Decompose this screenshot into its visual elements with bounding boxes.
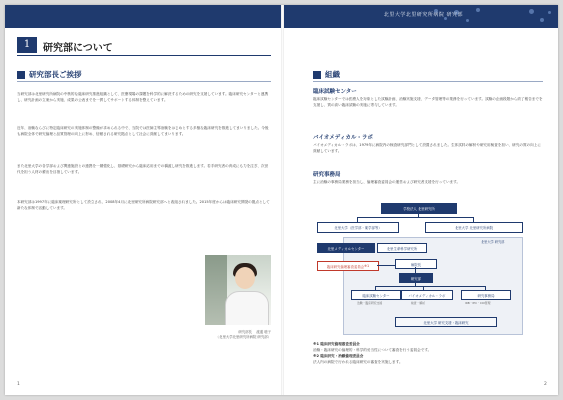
square-bullet-icon bbox=[17, 71, 25, 79]
subsection-title-secretariat: 研究事務局 bbox=[313, 172, 341, 178]
region-label: 北里大学 研究部 bbox=[481, 240, 505, 244]
org-unit-sub-2: 検査・解析 bbox=[411, 301, 425, 305]
secretariat-text: 主に治験の事務局業務を担当し、倫理審査委員会の運営および研究者支援を行っています。 bbox=[313, 180, 461, 184]
chapter-title: 研究部について bbox=[43, 43, 113, 54]
org-hospital-box: 北里大学 北里研究所病院 bbox=[425, 222, 523, 233]
section-heading-organization bbox=[313, 69, 543, 81]
subsection-title-biomedical-lab: バイオメディカル・ラボ bbox=[313, 135, 373, 141]
director-photo bbox=[205, 255, 271, 325]
right-page bbox=[284, 5, 558, 395]
biomedical-lab-text: バイオメディカル・ラボは、1979年に病院内の検査研究部門として設置されました。生体試料の解析や研究用検査を担い、研究の質の向上に貢献しています。 bbox=[313, 143, 541, 154]
org-chart bbox=[313, 203, 523, 335]
org-research-dept-box: 研究部 bbox=[399, 273, 433, 283]
org-ethics-committee-box: 臨床研究倫理審査委員会 ※1 bbox=[317, 261, 379, 271]
section-title: 組織 bbox=[325, 70, 340, 79]
greeting-paragraph-4: 本研究部は1997年に臨床薬理研究所として設立され、2008年4月に北里研究所病院研究部へと改組されました。2015年度からは臨床研究開発の拠点として新たな体制で活動しています。 bbox=[17, 200, 270, 211]
footnote-2-text: 法人内の病院で行われる臨床研究の審査を実施します。 bbox=[313, 360, 403, 364]
org-unit-sub-1: 治験・臨床研究支援 bbox=[357, 301, 383, 305]
section-heading-greeting bbox=[17, 69, 271, 81]
brochure-spread bbox=[5, 5, 558, 395]
header-text: 北里大学北里研究所病院 研究部 bbox=[383, 12, 463, 18]
header-band-left bbox=[5, 5, 281, 28]
org-unit-sub-3: IRB・IEC・COI管理 bbox=[465, 301, 491, 305]
org-bottom-box: 北里大学 研究支援・臨床研究 bbox=[395, 317, 497, 327]
caption-name: 渡邊 聡子 bbox=[256, 330, 271, 334]
caption-affiliation: （北里大学北里研究所病院 研究部） bbox=[215, 335, 271, 339]
page-number-right: 2 bbox=[544, 382, 547, 387]
left-page bbox=[5, 5, 281, 395]
org-unit-secretariat: 研究事務局 bbox=[461, 290, 511, 300]
footnotes bbox=[313, 341, 543, 365]
greeting-paragraph-3: また北里大学の各学部および関連施設との連携を一層強化し、基礎研究から臨床応用までの橋渡し研究を推進します。若手研究者の育成にも力を注ぎ、次世代を担う人材の輩出を目指しています。 bbox=[17, 164, 269, 175]
footnote-2-head: ※2 臨床研究・治験倫理委員会 bbox=[313, 354, 364, 358]
org-life-science-box: 北里生命科学研究所 bbox=[377, 243, 427, 253]
footnote-1-head: ※1 臨床研究倫理審査委員会 bbox=[313, 342, 360, 346]
org-medical-center-box: 北里メディカルセンター bbox=[317, 243, 375, 253]
subsection-title-trial-center: 臨床試験センター bbox=[313, 89, 357, 95]
greeting-paragraph-1: 当研究部は北里研究所病院の中核的な臨床研究推進組織として、医療現場の課題を科学的に解決するための研究を支援しています。臨床研究センターと連携し、研究計画の立案から実施、成果の公表までを一貫してサポートする体制を整えています。 bbox=[17, 92, 269, 103]
org-university-box: 北里大学（医学部・薬学部等） bbox=[317, 222, 399, 233]
caption-title: 研究部長 bbox=[238, 330, 252, 334]
org-unit-biomedical-lab: バイオメディカル・ラボ bbox=[401, 290, 453, 300]
header-band-right bbox=[284, 5, 558, 28]
section-title: 研究部長ご挨拶 bbox=[29, 70, 82, 79]
greeting-paragraph-2: 近年、治験ならびに特定臨床研究の実施体制の整備が求められる中で、当院では医師主導治験をはじめとする多様な臨床研究を推進してまいりました。今後も病院全体で研究倫理と品質管理の向上に努め、信頼される研究拠点として社会に貢献してまいります。 bbox=[17, 126, 269, 137]
org-unit-trial-center: 臨床試験センター bbox=[351, 290, 401, 300]
photo-caption bbox=[146, 330, 271, 340]
org-top-box: 学校法人 北里研究所 bbox=[381, 203, 457, 214]
square-bullet-icon bbox=[313, 71, 321, 79]
trial-center-text: 臨床試験センターでは医療人を対象とした試験計画、治験実施支援、データ管理等の業務を行っています。試験の企画段階から終了報告までを支援し、質の高い臨床試験の実施に寄与しています。 bbox=[313, 97, 543, 108]
chapter-rule bbox=[17, 55, 271, 56]
chapter-number: 1 bbox=[17, 37, 37, 53]
org-director-box: 病院長 bbox=[395, 259, 437, 269]
page-number-left: 1 bbox=[17, 382, 20, 387]
footnote-1-text: 治験・臨床研究の倫理的・科学的妥当性について審査を行う委員会です。 bbox=[313, 348, 432, 352]
